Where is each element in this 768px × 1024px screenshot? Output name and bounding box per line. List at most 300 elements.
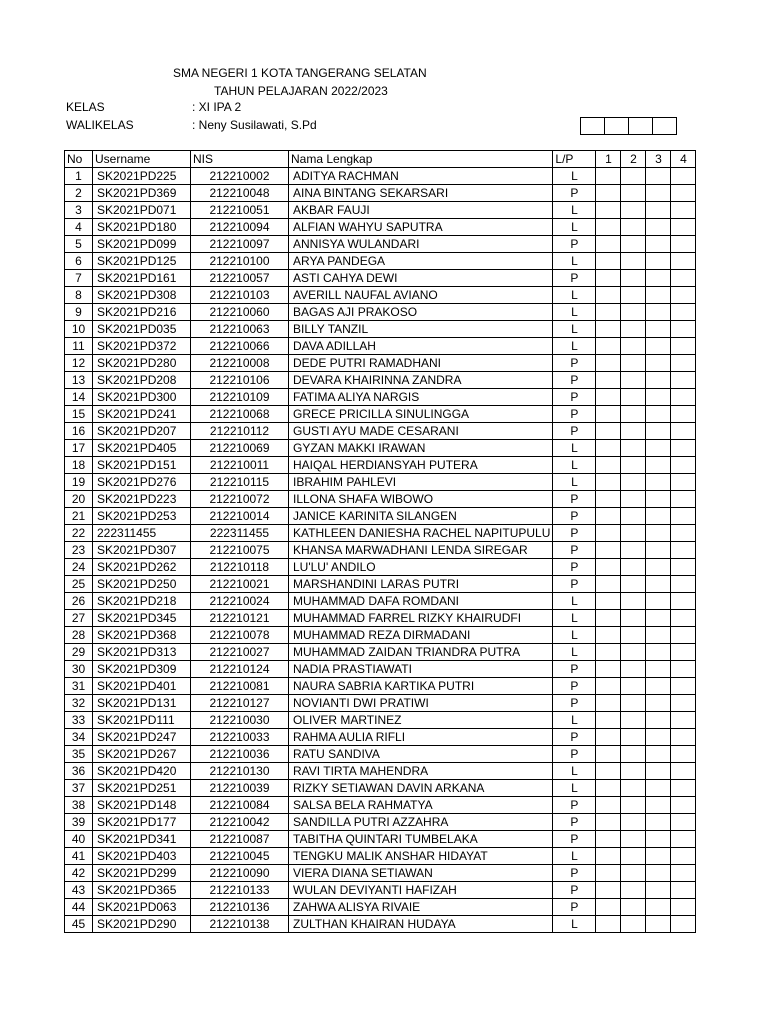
- score-cell: [646, 389, 671, 406]
- full-name-cell: FATIMA ALIYA NARGIS: [289, 389, 553, 406]
- table-row: [65, 780, 696, 797]
- score-cell: [621, 644, 646, 661]
- table-header-row: [65, 151, 696, 168]
- full-name-cell: MUHAMMAD REZA DIRMADANI: [289, 627, 553, 644]
- row-number: 44: [65, 899, 93, 916]
- row-number: 34: [65, 729, 93, 746]
- table-row: [65, 219, 696, 236]
- nis-cell: 212210063: [191, 321, 289, 338]
- row-number: 39: [65, 814, 93, 831]
- score-cell: [671, 406, 696, 423]
- nis-cell: 212210060: [191, 304, 289, 321]
- row-number: 42: [65, 865, 93, 882]
- nis-cell: 212210127: [191, 695, 289, 712]
- score-cell: [621, 882, 646, 899]
- table-row: [65, 695, 696, 712]
- row-number: 41: [65, 848, 93, 865]
- table-row: [65, 797, 696, 814]
- score-cell: [646, 491, 671, 508]
- score-cell: [596, 440, 621, 457]
- score-cell: [596, 508, 621, 525]
- gender-cell: P: [553, 508, 596, 525]
- score-cell: [596, 236, 621, 253]
- score-cell: [621, 797, 646, 814]
- username-cell: SK2021PD253: [93, 508, 191, 525]
- score-cell: [671, 185, 696, 202]
- nis-cell: 212210072: [191, 491, 289, 508]
- username-cell: SK2021PD251: [93, 780, 191, 797]
- table-row: [65, 576, 696, 593]
- score-cell: [621, 508, 646, 525]
- full-name-cell: DAVA ADILLAH: [289, 338, 553, 355]
- username-cell: SK2021PD223: [93, 491, 191, 508]
- score-cell: [596, 287, 621, 304]
- username-cell: SK2021PD241: [93, 406, 191, 423]
- username-cell: SK2021PD131: [93, 695, 191, 712]
- gender-cell: P: [553, 678, 596, 695]
- score-cell: [671, 661, 696, 678]
- row-number: 28: [65, 627, 93, 644]
- score-cell: [621, 593, 646, 610]
- gender-cell: L: [553, 610, 596, 627]
- gender-cell: L: [553, 474, 596, 491]
- score-cell: [621, 491, 646, 508]
- table-body: [65, 168, 696, 933]
- username-cell: SK2021PD035: [93, 321, 191, 338]
- row-number: 16: [65, 423, 93, 440]
- score-cell: [596, 610, 621, 627]
- score-cell: [646, 202, 671, 219]
- score-cell: [596, 457, 621, 474]
- nis-cell: 212210130: [191, 763, 289, 780]
- score-cell: [646, 372, 671, 389]
- username-cell: SK2021PD262: [93, 559, 191, 576]
- full-name-cell: RATU SANDIVA: [289, 746, 553, 763]
- full-name-cell: GUSTI AYU MADE CESARANI: [289, 423, 553, 440]
- score-cell: [621, 474, 646, 491]
- gender-cell: L: [553, 338, 596, 355]
- nis-cell: 212210090: [191, 865, 289, 882]
- username-cell: SK2021PD177: [93, 814, 191, 831]
- score-cell: [596, 831, 621, 848]
- gender-cell: P: [553, 406, 596, 423]
- row-number: 40: [65, 831, 93, 848]
- table-row: [65, 525, 696, 542]
- row-number: 15: [65, 406, 93, 423]
- score-header-cell: [629, 118, 653, 135]
- gender-cell: L: [553, 593, 596, 610]
- nis-cell: 212210024: [191, 593, 289, 610]
- row-number: 29: [65, 644, 93, 661]
- score-cell: [596, 355, 621, 372]
- username-cell: SK2021PD365: [93, 882, 191, 899]
- gender-cell: L: [553, 304, 596, 321]
- score-cell: [646, 729, 671, 746]
- score-header-box-row: [581, 118, 677, 135]
- table-row: [65, 644, 696, 661]
- score-cell: [646, 661, 671, 678]
- table-row: [65, 865, 696, 882]
- score-cell: [596, 525, 621, 542]
- score-header-cell: [581, 118, 605, 135]
- score-cell: [646, 916, 671, 933]
- score-header-box: [580, 117, 677, 135]
- full-name-cell: MARSHANDINI LARAS PUTRI: [289, 576, 553, 593]
- nis-cell: 212210051: [191, 202, 289, 219]
- column-header-4: 4: [671, 151, 696, 168]
- full-name-cell: SALSA BELA RAHMATYA: [289, 797, 553, 814]
- score-cell: [621, 525, 646, 542]
- full-name-cell: HAIQAL HERDIANSYAH PUTERA: [289, 457, 553, 474]
- row-number: 25: [65, 576, 93, 593]
- score-cell: [646, 814, 671, 831]
- nis-cell: 212210100: [191, 253, 289, 270]
- row-number: 23: [65, 542, 93, 559]
- score-cell: [671, 746, 696, 763]
- gender-cell: L: [553, 712, 596, 729]
- score-cell: [596, 627, 621, 644]
- gender-cell: P: [553, 372, 596, 389]
- nis-cell: 212210133: [191, 882, 289, 899]
- nis-cell: 212210068: [191, 406, 289, 423]
- gender-cell: P: [553, 389, 596, 406]
- score-cell: [596, 474, 621, 491]
- score-cell: [621, 712, 646, 729]
- nis-cell: 212210109: [191, 389, 289, 406]
- table-row: [65, 508, 696, 525]
- score-cell: [671, 304, 696, 321]
- score-cell: [646, 848, 671, 865]
- score-cell: [646, 270, 671, 287]
- gender-cell: P: [553, 423, 596, 440]
- nis-cell: 212210112: [191, 423, 289, 440]
- score-cell: [671, 797, 696, 814]
- score-cell: [671, 491, 696, 508]
- score-cell: [621, 610, 646, 627]
- gender-cell: P: [553, 576, 596, 593]
- score-cell: [621, 457, 646, 474]
- score-cell: [621, 661, 646, 678]
- row-number: 22: [65, 525, 93, 542]
- username-cell: SK2021PD308: [93, 287, 191, 304]
- score-cell: [596, 865, 621, 882]
- score-cell: [646, 423, 671, 440]
- gender-cell: L: [553, 627, 596, 644]
- table-row: [65, 763, 696, 780]
- score-cell: [596, 712, 621, 729]
- score-cell: [621, 678, 646, 695]
- table-row: [65, 423, 696, 440]
- score-cell: [671, 474, 696, 491]
- nis-cell: 212210084: [191, 797, 289, 814]
- score-cell: [621, 780, 646, 797]
- score-cell: [621, 304, 646, 321]
- score-cell: [671, 338, 696, 355]
- score-cell: [596, 304, 621, 321]
- score-cell: [596, 423, 621, 440]
- username-cell: SK2021PD345: [93, 610, 191, 627]
- score-cell: [671, 899, 696, 916]
- score-cell: [596, 763, 621, 780]
- column-header-1: 1: [596, 151, 621, 168]
- score-cell: [646, 338, 671, 355]
- score-cell: [646, 712, 671, 729]
- gender-cell: P: [553, 236, 596, 253]
- score-cell: [621, 576, 646, 593]
- row-number: 30: [65, 661, 93, 678]
- nis-cell: 212210030: [191, 712, 289, 729]
- score-cell: [646, 287, 671, 304]
- table-row: [65, 712, 696, 729]
- table-row: [65, 287, 696, 304]
- gender-cell: L: [553, 780, 596, 797]
- score-cell: [596, 338, 621, 355]
- full-name-cell: MUHAMMAD ZAIDAN TRIANDRA PUTRA: [289, 644, 553, 661]
- score-cell: [596, 372, 621, 389]
- gender-cell: P: [553, 695, 596, 712]
- column-header-3: 3: [646, 151, 671, 168]
- full-name-cell: AINA BINTANG SEKARSARI: [289, 185, 553, 202]
- score-cell: [596, 576, 621, 593]
- table-row: [65, 746, 696, 763]
- score-cell: [621, 559, 646, 576]
- username-cell: SK2021PD247: [93, 729, 191, 746]
- nis-cell: 212210048: [191, 185, 289, 202]
- score-header-cell: [605, 118, 629, 135]
- score-cell: [596, 661, 621, 678]
- score-cell: [671, 627, 696, 644]
- score-cell: [646, 457, 671, 474]
- full-name-cell: AVERILL NAUFAL AVIANO: [289, 287, 553, 304]
- gender-cell: L: [553, 321, 596, 338]
- score-cell: [596, 899, 621, 916]
- table-row: [65, 338, 696, 355]
- full-name-cell: JANICE KARINITA SILANGEN: [289, 508, 553, 525]
- row-number: 10: [65, 321, 93, 338]
- score-cell: [671, 423, 696, 440]
- score-cell: [621, 542, 646, 559]
- table-row: [65, 270, 696, 287]
- username-cell: SK2021PD290: [93, 916, 191, 933]
- homeroom-teacher-label: WALIKELAS: [66, 118, 134, 132]
- score-cell: [621, 814, 646, 831]
- score-cell: [596, 270, 621, 287]
- username-cell: SK2021PD276: [93, 474, 191, 491]
- row-number: 45: [65, 916, 93, 933]
- row-number: 43: [65, 882, 93, 899]
- column-header-full-name: Nama Lengkap: [289, 151, 553, 168]
- score-cell: [646, 763, 671, 780]
- gender-cell: L: [553, 763, 596, 780]
- username-cell: SK2021PD218: [93, 593, 191, 610]
- table-row: [65, 542, 696, 559]
- table-row: [65, 814, 696, 831]
- table-row: [65, 474, 696, 491]
- username-cell: SK2021PD148: [93, 797, 191, 814]
- nis-cell: 212210094: [191, 219, 289, 236]
- score-cell: [646, 355, 671, 372]
- score-cell: [671, 219, 696, 236]
- row-number: 13: [65, 372, 93, 389]
- username-cell: SK2021PD368: [93, 627, 191, 644]
- score-cell: [621, 729, 646, 746]
- school-name: SMA NEGERI 1 KOTA TANGERANG SELATAN: [173, 66, 427, 80]
- score-cell: [646, 236, 671, 253]
- score-cell: [646, 406, 671, 423]
- score-cell: [621, 423, 646, 440]
- nis-cell: 212210014: [191, 508, 289, 525]
- score-cell: [671, 202, 696, 219]
- table-row: [65, 661, 696, 678]
- table-row: [65, 389, 696, 406]
- score-cell: [621, 440, 646, 457]
- row-number: 38: [65, 797, 93, 814]
- username-cell: SK2021PD099: [93, 236, 191, 253]
- score-cell: [621, 916, 646, 933]
- table-row: [65, 848, 696, 865]
- gender-cell: L: [553, 916, 596, 933]
- full-name-cell: ZAHWA ALISYA RIVAIE: [289, 899, 553, 916]
- row-number: 6: [65, 253, 93, 270]
- row-number: 37: [65, 780, 93, 797]
- score-cell: [621, 321, 646, 338]
- score-cell: [671, 831, 696, 848]
- row-number: 32: [65, 695, 93, 712]
- full-name-cell: RAVI TIRTA MAHENDRA: [289, 763, 553, 780]
- score-cell: [621, 219, 646, 236]
- table-row: [65, 440, 696, 457]
- row-number: 35: [65, 746, 93, 763]
- score-cell: [596, 797, 621, 814]
- score-cell: [621, 338, 646, 355]
- table-row: [65, 627, 696, 644]
- full-name-cell: AKBAR FAUJI: [289, 202, 553, 219]
- gender-cell: L: [553, 287, 596, 304]
- table-row: [65, 185, 696, 202]
- table-row: [65, 916, 696, 933]
- score-cell: [671, 610, 696, 627]
- username-cell: SK2021PD208: [93, 372, 191, 389]
- nis-cell: 212210021: [191, 576, 289, 593]
- full-name-cell: ASTI CAHYA DEWI: [289, 270, 553, 287]
- row-number: 8: [65, 287, 93, 304]
- score-cell: [646, 304, 671, 321]
- score-cell: [596, 644, 621, 661]
- username-cell: SK2021PD207: [93, 423, 191, 440]
- score-cell: [646, 797, 671, 814]
- nis-cell: 212210002: [191, 168, 289, 185]
- nis-cell: 212210118: [191, 559, 289, 576]
- row-number: 19: [65, 474, 93, 491]
- nis-cell: 212210011: [191, 457, 289, 474]
- score-cell: [671, 678, 696, 695]
- table-row: [65, 491, 696, 508]
- score-cell: [621, 865, 646, 882]
- full-name-cell: WULAN DEVIYANTI HAFIZAH: [289, 882, 553, 899]
- nis-cell: 212210087: [191, 831, 289, 848]
- full-name-cell: ILLONA SHAFA WIBOWO: [289, 491, 553, 508]
- gender-cell: L: [553, 457, 596, 474]
- score-cell: [671, 882, 696, 899]
- gender-cell: P: [553, 661, 596, 678]
- full-name-cell: NAURA SABRIA KARTIKA PUTRI: [289, 678, 553, 695]
- nis-cell: 212210036: [191, 746, 289, 763]
- class-value: : XI IPA 2: [192, 100, 242, 114]
- score-cell: [671, 763, 696, 780]
- nis-cell: 212210042: [191, 814, 289, 831]
- score-cell: [621, 763, 646, 780]
- full-name-cell: BILLY TANZIL: [289, 321, 553, 338]
- gender-cell: P: [553, 729, 596, 746]
- username-cell: SK2021PD071: [93, 202, 191, 219]
- score-cell: [671, 457, 696, 474]
- row-number: 5: [65, 236, 93, 253]
- score-cell: [671, 525, 696, 542]
- table-row: [65, 321, 696, 338]
- score-cell: [646, 746, 671, 763]
- score-cell: [596, 321, 621, 338]
- score-cell: [621, 287, 646, 304]
- score-cell: [646, 542, 671, 559]
- username-cell: 222311455: [93, 525, 191, 542]
- score-cell: [671, 729, 696, 746]
- score-cell: [596, 253, 621, 270]
- nis-cell: 212210103: [191, 287, 289, 304]
- nis-cell: 212210075: [191, 542, 289, 559]
- score-cell: [596, 219, 621, 236]
- gender-cell: P: [553, 559, 596, 576]
- score-cell: [621, 627, 646, 644]
- gender-cell: L: [553, 644, 596, 661]
- score-cell: [621, 899, 646, 916]
- score-cell: [671, 865, 696, 882]
- score-cell: [596, 678, 621, 695]
- gender-cell: P: [553, 185, 596, 202]
- score-cell: [646, 474, 671, 491]
- nis-cell: 212210097: [191, 236, 289, 253]
- score-cell: [671, 253, 696, 270]
- score-cell: [646, 831, 671, 848]
- academic-year: TAHUN PELAJARAN 2022/2023: [214, 84, 388, 98]
- score-cell: [671, 355, 696, 372]
- row-number: 36: [65, 763, 93, 780]
- gender-cell: P: [553, 746, 596, 763]
- gender-cell: P: [553, 797, 596, 814]
- row-number: 20: [65, 491, 93, 508]
- score-cell: [646, 780, 671, 797]
- score-cell: [671, 576, 696, 593]
- score-cell: [621, 253, 646, 270]
- score-cell: [671, 372, 696, 389]
- homeroom-teacher-value: : Neny Susilawati, S.Pd: [192, 118, 317, 132]
- score-cell: [671, 695, 696, 712]
- score-cell: [646, 168, 671, 185]
- score-cell: [621, 406, 646, 423]
- score-cell: [671, 848, 696, 865]
- score-cell: [596, 202, 621, 219]
- full-name-cell: VIERA DIANA SETIAWAN: [289, 865, 553, 882]
- nis-cell: 212210045: [191, 848, 289, 865]
- username-cell: SK2021PD420: [93, 763, 191, 780]
- row-number: 9: [65, 304, 93, 321]
- table-row: [65, 831, 696, 848]
- nis-cell: 222311455: [191, 525, 289, 542]
- row-number: 27: [65, 610, 93, 627]
- score-cell: [646, 627, 671, 644]
- score-cell: [646, 559, 671, 576]
- row-number: 3: [65, 202, 93, 219]
- score-cell: [646, 644, 671, 661]
